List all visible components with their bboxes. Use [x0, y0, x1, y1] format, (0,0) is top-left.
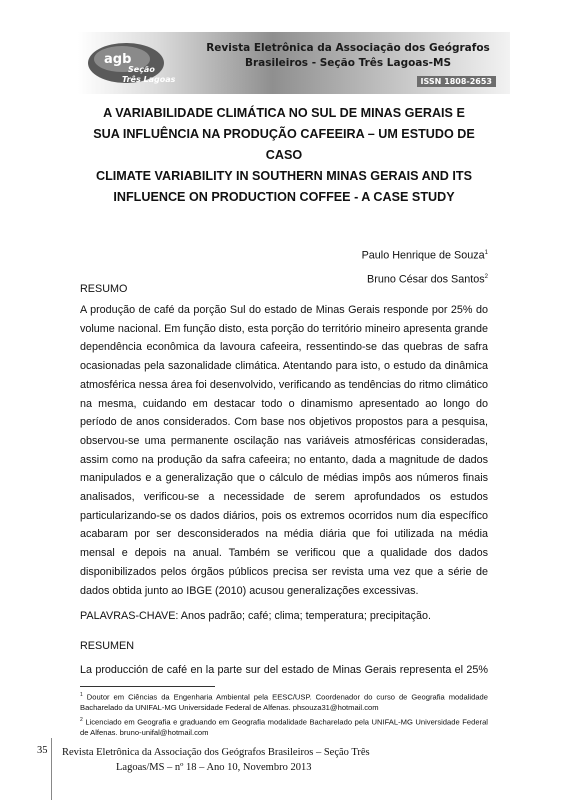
title-pt-line-2: SUA INFLUÊNCIA NA PRODUÇÃO CAFEEIRA – UM ESTUDO DE	[93, 127, 475, 141]
title-pt-line-1: A VARIABILIDADE CLIMÁTICA NO SUL DE MINAS GERAIS E	[103, 106, 465, 120]
footnote-text: Doutor em Ciências da Engenharia Ambiental pela EESC/USP. Coordenador do curso de Geografia modalidade Bacharelado da UNIFAL-MG Universidade Federal de Alfenas. phsouza31@hotmail.com	[80, 692, 488, 713]
author-name: Bruno César dos Santos	[367, 273, 485, 286]
agb-logo	[86, 41, 190, 85]
page-number: 35	[37, 745, 48, 756]
svg-text:Três Lagoas: Três Lagoas	[122, 75, 176, 84]
resumen-heading: RESUMEN	[80, 640, 134, 652]
journal-name-line1: Revista Eletrônica da Associação dos Geógrafos	[206, 42, 490, 54]
author	[362, 267, 488, 291]
author-footnote-mark: 1	[484, 250, 488, 256]
footnote-text: Licenciado em Geografia e graduando em Geografia modalidade Bacharelado pela UNIFAL-MG Universidade Federal de Alfenas. bruno-unifal@hotmail.com	[80, 717, 488, 737]
footnotes	[80, 690, 488, 739]
logo-text: agb	[104, 52, 132, 67]
author-list	[362, 243, 488, 290]
footer-margin-rule	[51, 738, 52, 800]
footnote-divider	[80, 686, 215, 687]
journal-name-line2: Brasileiros - Seção Três Lagoas-MS	[244, 57, 452, 69]
author-name: Paulo Henrique de Souza	[361, 249, 485, 262]
footer-line2: Lagoas/MS – nº 18 – Ano 10, Novembro 2013	[116, 762, 312, 773]
paper-title	[62, 103, 506, 208]
keywords: PALAVRAS-CHAVE: Anos padrão; café; clima; temperatura; precipitação.	[80, 610, 432, 622]
resumo-heading: RESUMO	[80, 283, 128, 295]
author	[362, 243, 488, 267]
footnote	[80, 715, 488, 739]
resumo-text: A produção de café da porção Sul do estado de Minas Gerais responde por 25% do volume nacional. Em função disto, esta porção do território mineiro apresenta grande dependência econômica da lavoura cafeeira, ressentindo-se das quebras de safra ocasionadas pela sazonalidade climática. Atentando para isto, o estudo da dinâmica atmosférica nessa área foi desenvolvido, verificando as tendências do ritmo climático na mesma, cuidando em destacar todo o dinamismo apresentado ao longo do período de anos considerados. Com base nos objetivos propostos para a pesquisa, observou-se uma permanente oscilação nas variáveis atmosféricas consideradas, assim como na produção da safra cafeeira; no entanto, dada a magnitude de dados manipulados e a generalização que o cálculo de médias impôs aos números finais analisados, verificou-se a necessidade de serem aprofundados os estudos particularizando-se os dados diários, pois os extremos ocorridos num dia específico acabaram por ser desconsiderados na média diária que foi utilizada na média mensal e depois na anual. Também se verificou que a qualidade dos dados disponibilizados pelos órgãos públicos precisa ser revista uma vez que a série de dados obtida junto ao IBGE (2010) acusou generalizações excessivas.	[80, 304, 488, 597]
author-footnote-mark: 2	[484, 273, 488, 280]
title-en-line-2: INFLUENCE ON PRODUCTION COFFEE - A CASE STUDY	[113, 190, 455, 204]
footnote	[80, 690, 488, 714]
footer-line1: Revista Eletrônica da Associação dos Geógrafos Brasileiros – Seção Três	[62, 747, 370, 758]
page-footer	[62, 745, 370, 775]
issn-badge: ISSN 1808-2653	[417, 76, 496, 87]
svg-text:Seção: Seção	[128, 65, 155, 74]
title-en-line-1: CLIMATE VARIABILITY IN SOUTHERN MINAS GERAIS AND ITS	[96, 169, 472, 183]
resumen-text: La producción de café en la parte sur del estado de Minas Gerais representa el 25%	[80, 664, 488, 676]
footnote-mark: 2	[80, 716, 83, 723]
footnote-mark: 1	[80, 692, 83, 698]
title-pt-line-3: CASO	[265, 148, 303, 162]
journal-banner	[78, 32, 510, 94]
